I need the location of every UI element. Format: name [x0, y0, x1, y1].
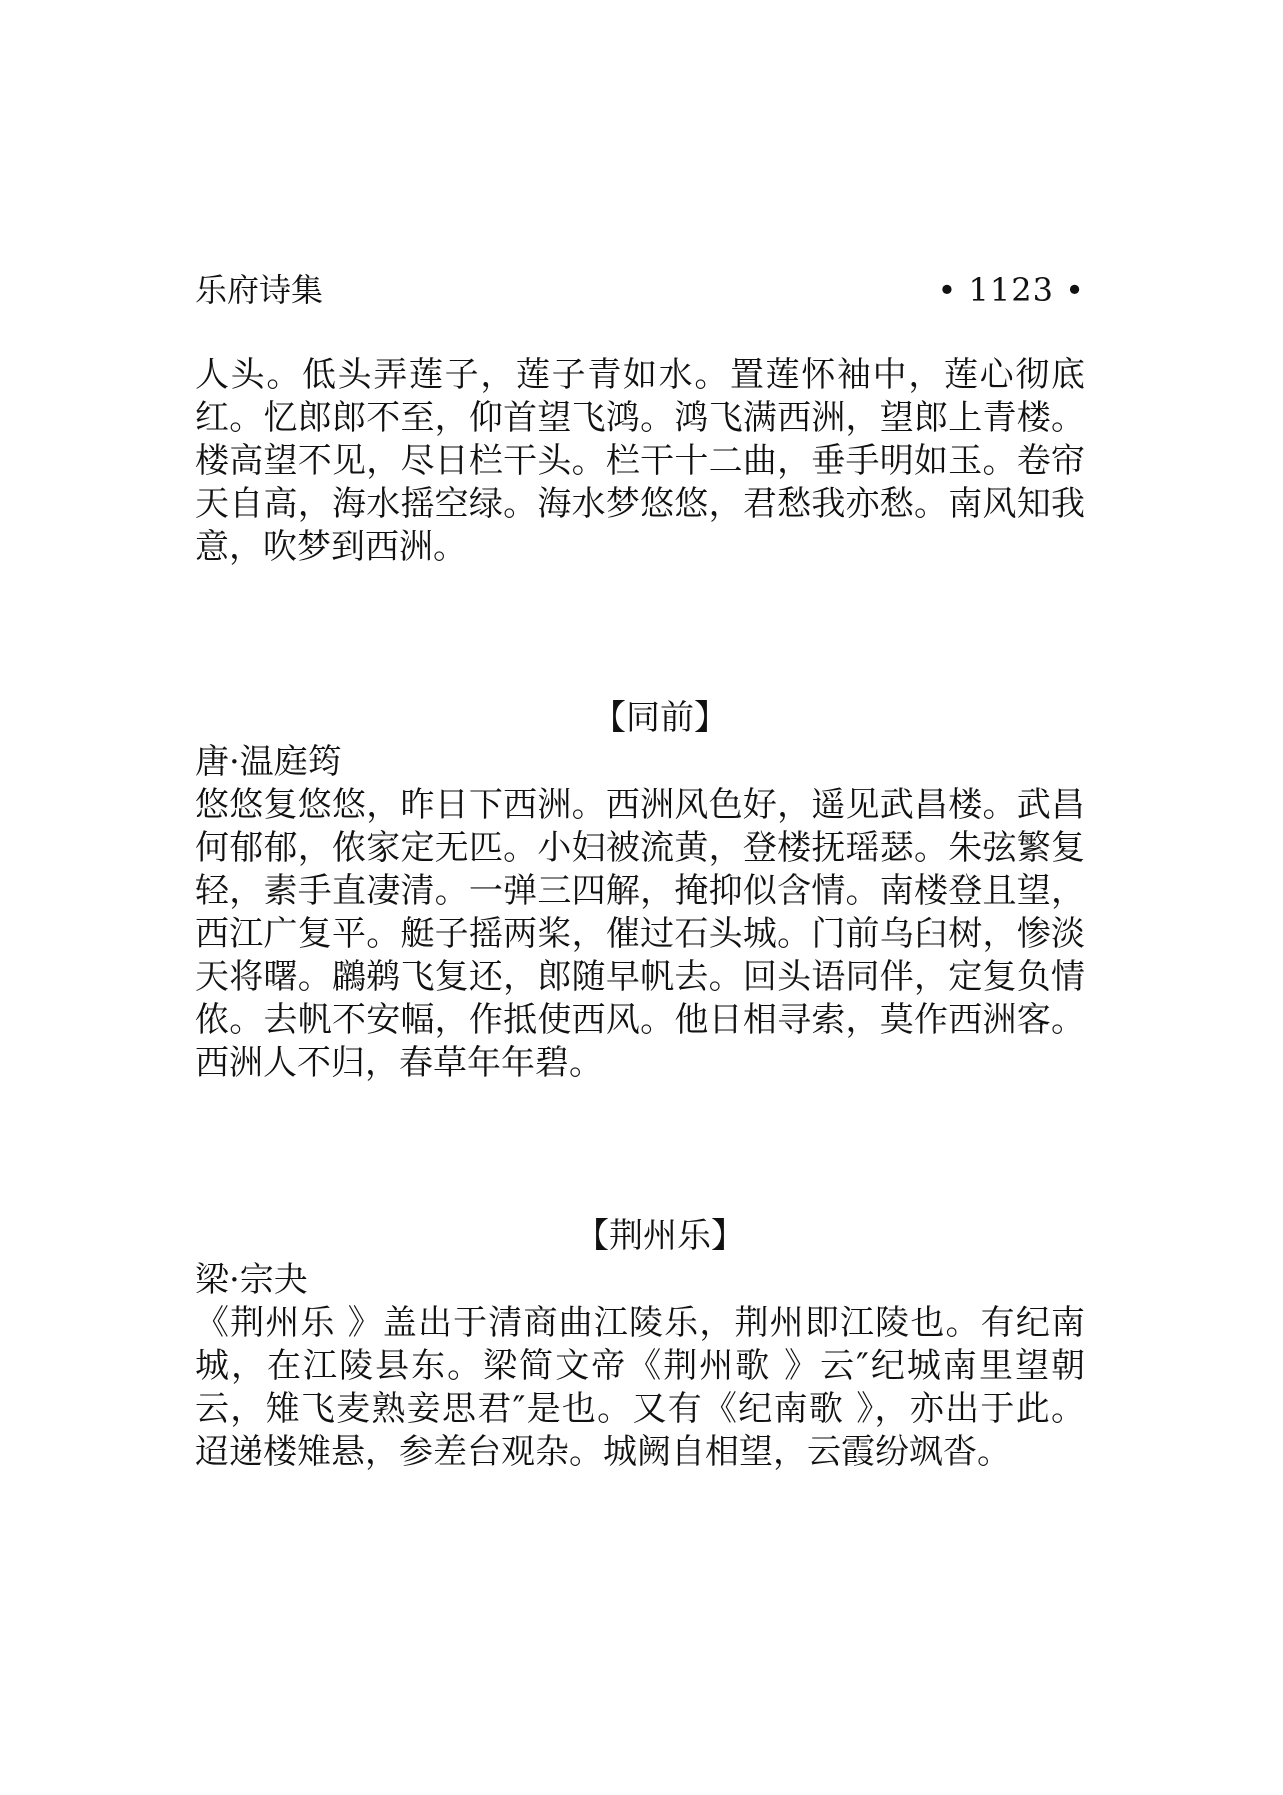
poem-continuation-text: 人头。低头弄莲子，莲子青如水。置莲怀袖中，莲心彻底红。忆郎郎不至，仰首望飞鸿。鸿飞满西洲，望郎上青楼。楼高望不见，尽日栏干头。栏干十二曲，垂手明如玉。卷帘天自高，海水摇空绿。海水梦悠悠，君愁我亦愁。南风知我意，吹梦到西洲。: [195, 355, 1085, 567]
poem-text-jingzhou-le: 《荆州乐 》盖出于清商曲江陵乐，荆州即江陵也。有纪南城，在江陵县东。梁简文帝《荆州歌 》云″纪城南里望朝云，雉飞麦熟妾思君″是也。又有《纪南歌 》，亦出于此。迢递楼雉悬，参差台观杂。城阙自相望，云霞纷飒沓。: [195, 1303, 1085, 1472]
section-title-tongqian: 【同前】: [592, 698, 728, 738]
section-author-wen-tingyun: 唐·温庭筠: [195, 742, 342, 782]
document-page: [195, 0, 1085, 1795]
page-header: [195, 268, 1085, 312]
section-title-jingzhou-le: 【荆州乐】: [575, 1216, 745, 1256]
poem-text-tongqian: 悠悠复悠悠，昨日下西洲。西洲风色好，遥见武昌楼。武昌何郁郁，侬家定无匹。小妇被流黄，登楼抚瑶瑟。朱弦繁复轻，素手直凄清。一弹三四解，掩抑似含情。南楼登且望，西江广复平。艇子摇两桨，催过石头城。门前乌臼树，惨淡天将曙。鸊鹈飞复还，郎随早帆去。回头语同伴，定复负情侬。去帆不安幅，作抵使西风。他日相寻索，莫作西洲客。西洲人不归，春草年年碧。: [195, 785, 1085, 1083]
book-title: 乐府诗集: [195, 271, 324, 309]
page-number: • 1123 •: [937, 271, 1085, 309]
section-author-zong-guai: 梁·宗夬: [195, 1260, 308, 1300]
